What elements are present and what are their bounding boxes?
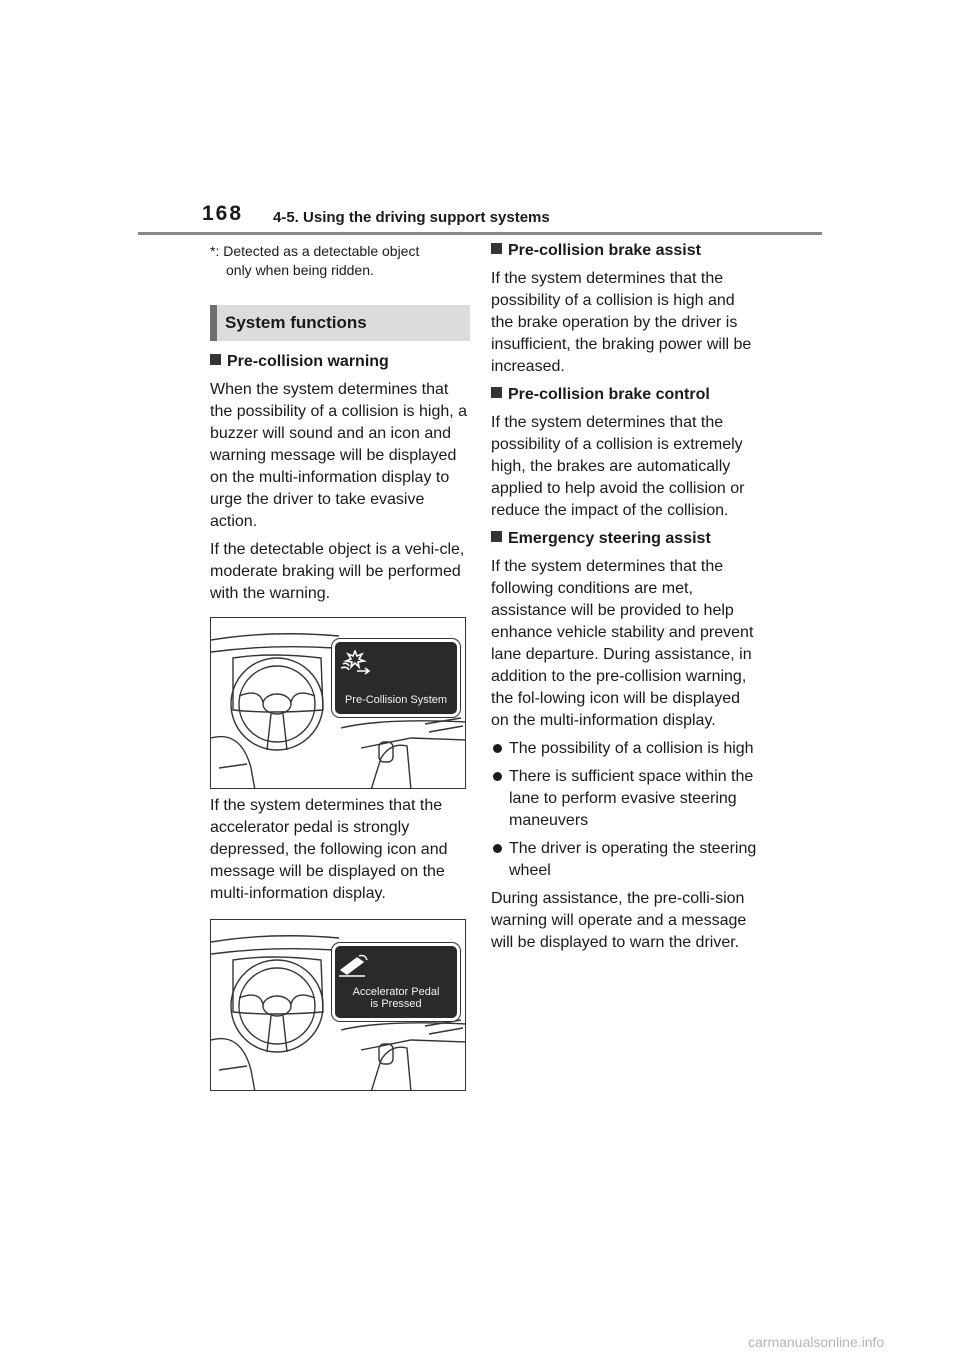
section-title: 4-5. Using the driving support systems xyxy=(273,209,550,226)
pre-collision-warning-text: When the system determines that the possibility of a collision is high, a buzzer will sound and an icon and warning message will be displayed on the multi-information display to urge the driver to take evasive action. xyxy=(210,381,468,530)
list-item: There is sufficient space within the lane to perform evasive steering maneuvers xyxy=(491,766,761,832)
brake-control-text: If the system determines that the possibility of a collision is extremely high, the brakes are automatically applied to help avoid the collision or reduce the impact of the collision. xyxy=(491,414,745,519)
steering-assist-heading: Emergency steering assist xyxy=(491,528,761,550)
illustration-pre-collision-display xyxy=(210,617,466,789)
square-bullet-icon xyxy=(491,387,502,398)
display-message: Pre-Collision System xyxy=(344,694,448,706)
right-column xyxy=(491,240,761,954)
brake-control-heading: Pre-collision brake control xyxy=(491,384,761,406)
system-functions-heading: System functions xyxy=(210,305,470,341)
accelerator-warning-text: If the system determines that the accelerator pedal is strongly depressed, the following icon and message will be displayed on the multi-information display. xyxy=(210,797,448,902)
footnote xyxy=(210,242,470,280)
pre-collision-warning-heading: Pre-collision warning xyxy=(210,351,470,373)
square-bullet-icon xyxy=(210,354,221,365)
vehicle-braking-text: If the detectable object is a vehi-cle, moderate braking will be performed with the warning. xyxy=(210,541,465,602)
brake-assist-heading: Pre-collision brake assist xyxy=(491,240,761,262)
display-message: Accelerator Pedal is Pressed xyxy=(352,986,440,1010)
multi-information-display xyxy=(335,946,457,1018)
multi-information-display xyxy=(335,642,457,714)
illustration-accelerator-display xyxy=(210,919,466,1091)
page-number: 168 xyxy=(202,202,244,225)
square-bullet-icon xyxy=(491,531,502,542)
assistance-warning-text: During assistance, the pre-colli-sion warning will operate and a message will be displayed to warn the driver. xyxy=(491,890,747,951)
steering-assist-text: If the system determines that the following conditions are met, assistance will be provided to help enhance vehicle stability and prevent lane departure. During assistance, in addition to the pre-collision warning, the fol-lowing icon will be displayed on the multi-information display. xyxy=(491,558,754,729)
brake-assist-text: If the system determines that the possibility of a collision is high and the brake operation by the driver is insufficient, the braking power will be increased. xyxy=(491,270,752,375)
list-item: The possibility of a collision is high xyxy=(491,738,761,760)
header-rule xyxy=(138,232,822,235)
watermark: carmanualsonline.info xyxy=(748,1334,885,1350)
footnote-line-1: *: Detected as a detectable object xyxy=(210,243,420,259)
conditions-list xyxy=(491,738,761,882)
list-item: The driver is operating the steering wheel xyxy=(491,838,761,882)
footnote-line-2: only when being ridden. xyxy=(226,262,374,278)
left-column xyxy=(210,240,470,1091)
square-bullet-icon xyxy=(491,243,502,254)
